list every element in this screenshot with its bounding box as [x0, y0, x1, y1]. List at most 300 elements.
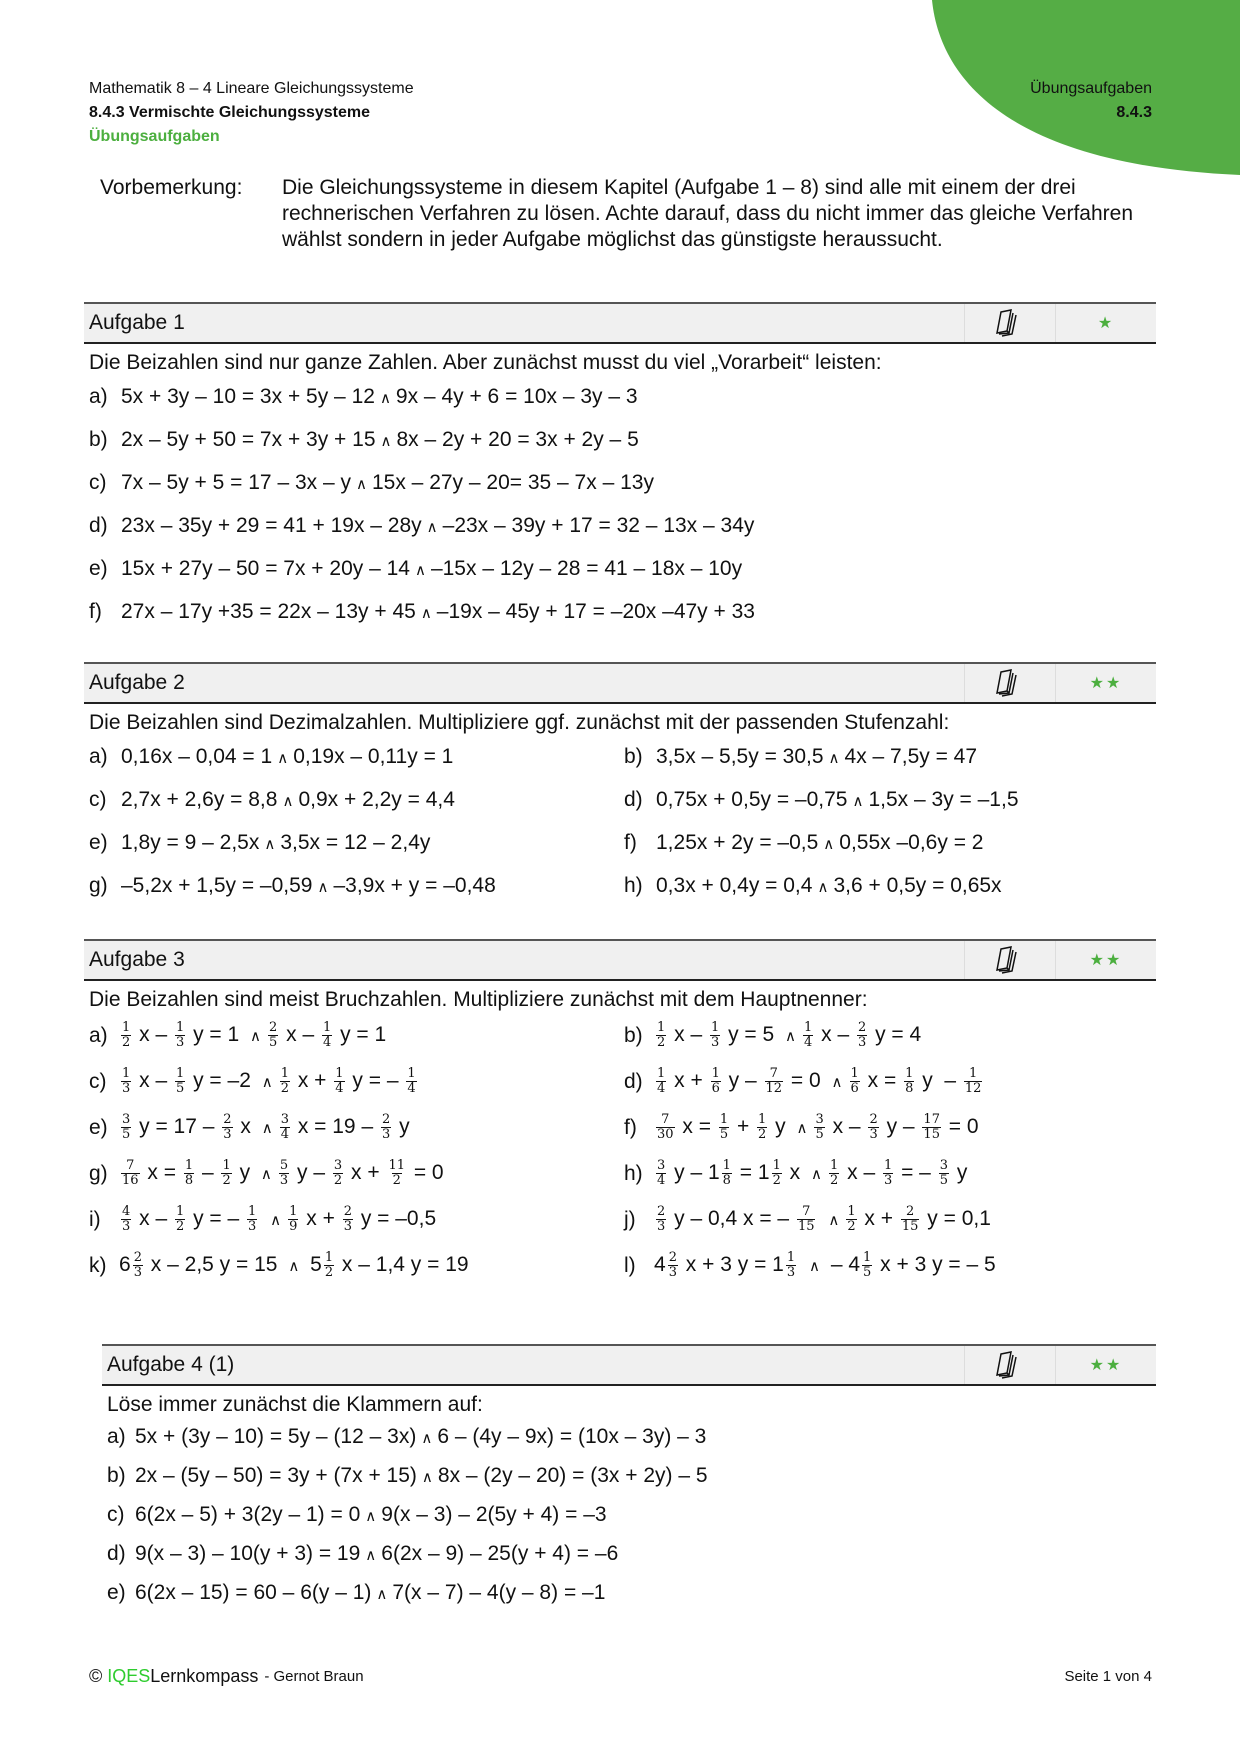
- denominator: 5: [122, 1126, 131, 1142]
- equation-text: x –: [815, 1023, 855, 1046]
- fraction: [175, 1021, 185, 1050]
- equation-text: x +: [345, 1161, 386, 1184]
- equation-right: 0,9x + 2,2y = 4,4: [298, 788, 455, 811]
- equation-text: –: [196, 1161, 220, 1184]
- denominator: 2: [772, 1172, 781, 1188]
- equation-text: x –: [133, 1069, 173, 1092]
- corner-section: Übungsaufgaben: [1030, 80, 1152, 97]
- book-icon: [964, 1346, 1056, 1384]
- numerator: 1: [122, 1019, 131, 1035]
- equation: [656, 779, 1019, 822]
- numerator: 7: [126, 1157, 135, 1173]
- equation-text: x +: [291, 1069, 333, 1092]
- and-symbol: ∧: [380, 433, 392, 450]
- equation-right: 6(2x – 9) – 25(y + 4) = –6: [381, 1542, 619, 1565]
- exercise-item: [107, 1496, 1156, 1535]
- equation: [119, 1243, 469, 1289]
- fraction: [862, 1251, 872, 1280]
- denominator: 3: [883, 1172, 893, 1188]
- and-symbol: ∧: [250, 1028, 262, 1045]
- equation-text: y = –: [346, 1069, 405, 1092]
- task-intro: Die Beizahlen sind meist Bruchzahlen. Multipliziere zunächst mit dem Hauptnenner:: [89, 988, 868, 1011]
- equation-right: 8x – (2y – 20) = (3x + 2y) – 5: [437, 1464, 708, 1487]
- denominator: 3: [122, 1218, 131, 1234]
- denominator: 3: [668, 1264, 677, 1280]
- fraction: [381, 1113, 391, 1142]
- denominator: 2: [758, 1126, 767, 1142]
- denominator: 3: [381, 1126, 391, 1142]
- numerator: 1: [969, 1065, 978, 1081]
- equation-text: x: [783, 1161, 807, 1184]
- fraction: [786, 1251, 796, 1280]
- exercise-label: a): [107, 1425, 126, 1448]
- exercise-item: [624, 822, 1159, 865]
- equation-text: y = 4: [869, 1023, 922, 1046]
- exercise-item: [107, 1574, 1156, 1613]
- brand-name: Lernkompass: [150, 1666, 259, 1686]
- equation-text: x – 2,5 y = 15: [144, 1253, 284, 1276]
- equation-text: x +: [300, 1207, 341, 1230]
- exercise-label: d): [624, 788, 643, 811]
- equation-right: 3,5x = 12 – 2,4y: [280, 831, 431, 854]
- numerator: 1: [786, 1249, 796, 1265]
- equation-left: 7x – 5y + 5 = 17 – 3x – y: [121, 471, 351, 494]
- equation-text: x + 3 y = 1: [679, 1253, 784, 1276]
- exercise-label: c): [89, 1070, 107, 1093]
- exercise-label: d): [89, 514, 108, 537]
- numerator: 2: [906, 1203, 915, 1219]
- task-2: [84, 662, 1156, 908]
- equation-text: y –: [916, 1069, 962, 1092]
- fraction: [868, 1113, 878, 1142]
- fraction: [343, 1205, 353, 1234]
- equation-text: x: [234, 1115, 257, 1138]
- denominator: 2: [392, 1172, 401, 1188]
- equation-text: y = 1: [334, 1023, 387, 1046]
- footer: [89, 1666, 364, 1687]
- equation-left: 1,25x + 2y = –0,5: [656, 831, 819, 854]
- exercise-item: [89, 1105, 624, 1151]
- exercise-item: [107, 1535, 1156, 1574]
- equation-left: 5x + 3y – 10 = 3x + 5y – 12: [121, 385, 375, 408]
- task-intro: Die Beizahlen sind nur ganze Zahlen. Aber zunächst musst du viel „Vorarbeit“ leisten:: [89, 351, 882, 374]
- equation-right: 7(x – 7) – 4(y – 8) = –1: [392, 1581, 606, 1604]
- numerator: 1: [184, 1157, 194, 1173]
- exercise-label: e): [107, 1581, 126, 1604]
- numerator: 1: [407, 1065, 416, 1081]
- denominator: 4: [657, 1172, 666, 1188]
- numerator: 1: [722, 1157, 731, 1173]
- equation-left: 5x + (3y – 10) = 5y – (12 – 3x): [135, 1425, 417, 1448]
- equation: [121, 376, 638, 419]
- denominator: 9: [289, 1218, 298, 1234]
- and-symbol: ∧: [823, 836, 835, 853]
- equation-text: x – 1,4 y = 19: [336, 1253, 469, 1276]
- denominator: 4: [280, 1126, 289, 1142]
- numerator: 1: [772, 1157, 781, 1173]
- equation-text: x =: [676, 1115, 717, 1138]
- and-symbol: ∧: [421, 1469, 433, 1486]
- exercise-label: b): [624, 745, 643, 768]
- book-icon: [964, 664, 1056, 702]
- equation: [654, 1197, 991, 1243]
- equation: [121, 591, 755, 634]
- equation: [119, 1013, 386, 1059]
- and-symbol: ∧: [288, 1258, 300, 1275]
- and-symbol: ∧: [317, 879, 329, 896]
- denominator: 3: [343, 1218, 352, 1234]
- exercise-list: [84, 376, 1156, 634]
- fraction: [772, 1159, 782, 1188]
- task-title: Aufgabe 4 (1): [107, 1353, 235, 1376]
- numerator: 1: [758, 1111, 767, 1127]
- exercise-list: [102, 1418, 1156, 1613]
- exercise-item: [624, 1197, 1159, 1243]
- denominator: 4: [407, 1080, 416, 1096]
- fraction: [668, 1251, 678, 1280]
- equation: [135, 1496, 607, 1535]
- equation-right: 9x – 4y + 6 = 10x – 3y – 3: [395, 385, 638, 408]
- equation: [654, 1105, 979, 1151]
- equation-text: y: [950, 1161, 968, 1184]
- equation-text: y: [233, 1161, 256, 1184]
- task-header: [84, 662, 1156, 704]
- and-symbol: ∧: [785, 1028, 797, 1045]
- book-icon: [964, 304, 1056, 342]
- equation-text: = –: [895, 1161, 937, 1184]
- denominator: 5: [269, 1034, 278, 1050]
- equation-text: = 0: [942, 1115, 979, 1138]
- fraction: [939, 1159, 949, 1188]
- fraction: [904, 1067, 914, 1096]
- denominator: 5: [815, 1126, 824, 1142]
- numerator: 1: [883, 1157, 893, 1173]
- denominator: 2: [122, 1034, 131, 1050]
- fraction: [850, 1067, 860, 1096]
- equation: [119, 1105, 410, 1151]
- numerator: 5: [279, 1157, 289, 1173]
- denominator: 15: [797, 1218, 815, 1234]
- exercise-label: b): [624, 1024, 643, 1047]
- numerator: 1: [850, 1065, 859, 1081]
- fraction: [765, 1067, 784, 1096]
- fraction: [406, 1067, 416, 1096]
- numerator: 2: [869, 1111, 878, 1127]
- corner-number: 8.4.3: [1116, 104, 1152, 121]
- and-symbol: ∧: [811, 1166, 822, 1183]
- fraction: [324, 1251, 334, 1280]
- equation-left: 9(x – 3) – 10(y + 3) = 19: [135, 1542, 361, 1565]
- denominator: 8: [905, 1080, 914, 1096]
- document-header: [89, 77, 414, 149]
- equation: [119, 1059, 419, 1105]
- exercise-label: f): [624, 831, 637, 854]
- and-symbol: ∧: [809, 1258, 820, 1275]
- exercise-item: [624, 736, 1159, 779]
- numerator: 1: [905, 1065, 914, 1081]
- numerator: 1: [122, 1065, 131, 1081]
- and-symbol: ∧: [420, 605, 432, 622]
- book-icon: [964, 941, 1056, 979]
- and-symbol: ∧: [426, 519, 438, 536]
- equation: [656, 736, 977, 779]
- fraction: [121, 1021, 131, 1050]
- equation-left: 2x – 5y + 50 = 7x + 3y + 15: [121, 428, 376, 451]
- numerator: 17: [923, 1111, 940, 1127]
- denominator: 5: [175, 1080, 185, 1096]
- denominator: 2: [333, 1172, 343, 1188]
- denominator: 8: [184, 1172, 194, 1188]
- denominator: 2: [280, 1080, 289, 1096]
- task-intro: Die Beizahlen sind Dezimalzahlen. Multipliziere ggf. zunächst mit der passenden Stufenzahl:: [89, 711, 950, 734]
- fraction: [901, 1205, 920, 1234]
- equation: [654, 1243, 996, 1289]
- equation: [121, 865, 496, 908]
- numerator: 3: [939, 1157, 948, 1173]
- exercise-item: [89, 1151, 624, 1197]
- numerator: 1: [175, 1019, 185, 1035]
- equation: [656, 865, 1002, 908]
- and-symbol: ∧: [831, 1074, 843, 1091]
- fraction: [814, 1113, 824, 1142]
- denominator: 3: [857, 1034, 867, 1050]
- and-symbol: ∧: [379, 390, 391, 407]
- equation-text: y: [393, 1115, 410, 1138]
- fraction: [322, 1021, 332, 1050]
- fraction: [221, 1159, 231, 1188]
- fraction: [711, 1067, 721, 1096]
- equation-text: y –: [722, 1069, 763, 1092]
- task-4: [102, 1344, 1156, 1613]
- page-number: Seite 1 von 4: [1064, 1668, 1152, 1685]
- numerator: 1: [711, 1065, 720, 1081]
- exercise-label: l): [624, 1254, 636, 1277]
- equation: [654, 1059, 984, 1105]
- section-title: Übungsaufgaben: [89, 128, 220, 145]
- and-symbol: ∧: [852, 793, 864, 810]
- exercise-label: g): [89, 874, 108, 897]
- numerator: 1: [322, 1019, 332, 1035]
- denominator: 2: [222, 1172, 231, 1188]
- exercise-item: [89, 865, 624, 908]
- equation-right: 1,5x – 3y = –1,5: [868, 788, 1019, 811]
- equation-left: 3,5x – 5,5y = 30,5: [656, 745, 824, 768]
- numerator: 2: [269, 1019, 278, 1035]
- equation-right: –23x – 39y + 17 = 32 – 13x – 34y: [442, 514, 755, 537]
- numerator: 1: [289, 1203, 298, 1219]
- equation-text: y – 1: [668, 1161, 720, 1184]
- exercise-label: a): [89, 1024, 108, 1047]
- equation-left: 2x – (5y – 50) = 3y + (7x + 15): [135, 1464, 417, 1487]
- equation-left: 6(2x – 5) + 3(2y – 1) = 0: [135, 1503, 361, 1526]
- author: - Gernot Braun: [264, 1668, 364, 1685]
- exercise-label: e): [89, 831, 108, 854]
- equation: [135, 1535, 618, 1574]
- equation-text: – 4: [824, 1253, 861, 1276]
- equation-right: 8x – 2y + 20 = 3x + 2y – 5: [396, 428, 639, 451]
- and-symbol: ∧: [421, 1430, 433, 1447]
- denominator: 2: [657, 1034, 666, 1050]
- numerator: 1: [710, 1019, 720, 1035]
- denominator: 15: [901, 1218, 919, 1234]
- fraction: [333, 1159, 343, 1188]
- numerator: 1: [847, 1203, 856, 1219]
- equation: [135, 1418, 706, 1457]
- exercise-item: [624, 1243, 1159, 1289]
- numerator: 2: [343, 1203, 352, 1219]
- denominator: 3: [279, 1172, 289, 1188]
- denominator: 30: [657, 1126, 674, 1142]
- fraction: [268, 1021, 278, 1050]
- and-symbol: ∧: [261, 1120, 273, 1137]
- numerator: 2: [133, 1249, 142, 1265]
- equation-text: x +: [858, 1207, 899, 1230]
- and-symbol: ∧: [796, 1120, 808, 1137]
- exercise-label: h): [624, 874, 643, 897]
- exercise-item: [89, 822, 624, 865]
- equation-right: 4x – 7,5y = 47: [844, 745, 978, 768]
- fraction: [710, 1021, 720, 1050]
- equation-left: 0,75x + 0,5y = –0,75: [656, 788, 848, 811]
- equation: [654, 1151, 967, 1197]
- and-symbol: ∧: [277, 750, 289, 767]
- and-symbol: ∧: [414, 562, 426, 579]
- preliminary-note: [100, 175, 1160, 253]
- denominator: 3: [869, 1126, 878, 1142]
- fraction: [656, 1159, 666, 1188]
- equation-text: y = 17 –: [133, 1115, 221, 1138]
- exercise-item: [89, 462, 1156, 505]
- fraction: [121, 1159, 140, 1188]
- exercise-item: [89, 736, 624, 779]
- difficulty-stars: ★★: [1089, 675, 1123, 692]
- and-symbol: ∧: [817, 879, 829, 896]
- equation-text: x =: [141, 1161, 182, 1184]
- fraction: [883, 1159, 893, 1188]
- equation-text: x = 19 –: [291, 1115, 379, 1138]
- numerator: 3: [657, 1157, 666, 1173]
- equation-text: y = 1: [187, 1023, 246, 1046]
- denominator: 3: [710, 1034, 720, 1050]
- exercise-label: c): [89, 788, 107, 811]
- fraction: [922, 1113, 941, 1142]
- equation: [119, 1197, 436, 1243]
- numerator: 1: [280, 1065, 289, 1081]
- fraction: [334, 1067, 344, 1096]
- equation-text: = 1: [733, 1161, 770, 1184]
- equation-text: 5: [304, 1253, 322, 1276]
- denominator: 4: [322, 1034, 332, 1050]
- equation-text: [817, 1207, 823, 1230]
- difficulty-stars: ★★: [1089, 952, 1123, 969]
- fraction: [656, 1205, 666, 1234]
- denominator: 16: [122, 1172, 139, 1188]
- equation-text: x –: [826, 1115, 867, 1138]
- equation-right: –19x – 45y + 17 = –20x –47y + 33: [436, 600, 755, 623]
- equation-text: = 0: [407, 1161, 444, 1184]
- exercise-item: [107, 1457, 1156, 1496]
- equation-text: y –: [291, 1161, 331, 1184]
- equation-left: 0,3x + 0,4y = 0,4: [656, 874, 813, 897]
- denominator: 3: [133, 1264, 142, 1280]
- numerator: 1: [175, 1065, 185, 1081]
- numerator: 2: [381, 1111, 391, 1127]
- corner-label: [1030, 77, 1152, 125]
- task-3: [84, 939, 1156, 1289]
- numerator: 1: [804, 1019, 813, 1035]
- equation-text: y –: [880, 1115, 921, 1138]
- denominator: 8: [722, 1172, 731, 1188]
- denominator: 4: [657, 1080, 666, 1096]
- equation: [135, 1457, 708, 1496]
- fraction: [964, 1067, 983, 1096]
- exercise-list: [84, 1013, 1156, 1289]
- exercise-label: b): [107, 1464, 126, 1487]
- exercise-label: c): [107, 1503, 125, 1526]
- equation-text: x –: [841, 1161, 881, 1184]
- equation-text: x –: [668, 1023, 708, 1046]
- exercise-label: a): [89, 385, 108, 408]
- fraction: [222, 1113, 232, 1142]
- numerator: 1: [719, 1111, 729, 1127]
- equation: [121, 419, 639, 462]
- task-intro: Löse immer zunächst die Klammern auf:: [107, 1393, 483, 1416]
- equation-text: y: [769, 1115, 792, 1138]
- equation-text: x =: [861, 1069, 903, 1092]
- and-symbol: ∧: [264, 836, 276, 853]
- numerator: 1: [324, 1249, 334, 1265]
- denominator: 6: [711, 1080, 720, 1096]
- task-header: [84, 939, 1156, 981]
- exercise-item: [89, 591, 1156, 634]
- equation: [121, 822, 430, 865]
- fraction: [846, 1205, 856, 1234]
- equation: [121, 505, 754, 548]
- exercise-item: [624, 1013, 1159, 1059]
- equation-left: 23x – 35y + 29 = 41 + 19x – 28y: [121, 514, 422, 537]
- equation-left: 27x – 17y +35 = 22x – 13y + 45: [121, 600, 416, 623]
- fraction: [719, 1113, 729, 1142]
- denominator: 3: [223, 1126, 232, 1142]
- exercise-label: f): [624, 1116, 637, 1139]
- equation-text: [259, 1207, 265, 1230]
- task-title: Aufgabe 1: [89, 311, 185, 334]
- numerator: 1: [175, 1203, 185, 1219]
- equation: [121, 779, 455, 822]
- fraction: [797, 1205, 816, 1234]
- exercise-item: [107, 1418, 1156, 1457]
- denominator: 2: [830, 1172, 839, 1188]
- equation-text: y – 0,4 x = –: [668, 1207, 795, 1230]
- numerator: 2: [657, 1203, 666, 1219]
- numerator: 7: [769, 1065, 778, 1081]
- task-1: [84, 302, 1156, 634]
- fraction: [857, 1021, 867, 1050]
- fraction: [184, 1159, 194, 1188]
- chapter-title: 8.4.3 Vermischte Gleichungssysteme: [89, 104, 371, 121]
- numerator: 2: [668, 1249, 677, 1265]
- equation-left: 15x + 27y – 50 = 7x + 20y – 14: [121, 557, 410, 580]
- equation-text: y = 0,1: [921, 1207, 991, 1230]
- denominator: 4: [804, 1034, 813, 1050]
- fraction: [656, 1113, 675, 1142]
- denominator: 4: [335, 1080, 344, 1096]
- exercise-item: [624, 1105, 1159, 1151]
- exercise-item: [89, 779, 624, 822]
- exercise-item: [89, 1243, 624, 1289]
- exercise-label: h): [624, 1162, 643, 1185]
- equation-text: 4: [654, 1253, 666, 1276]
